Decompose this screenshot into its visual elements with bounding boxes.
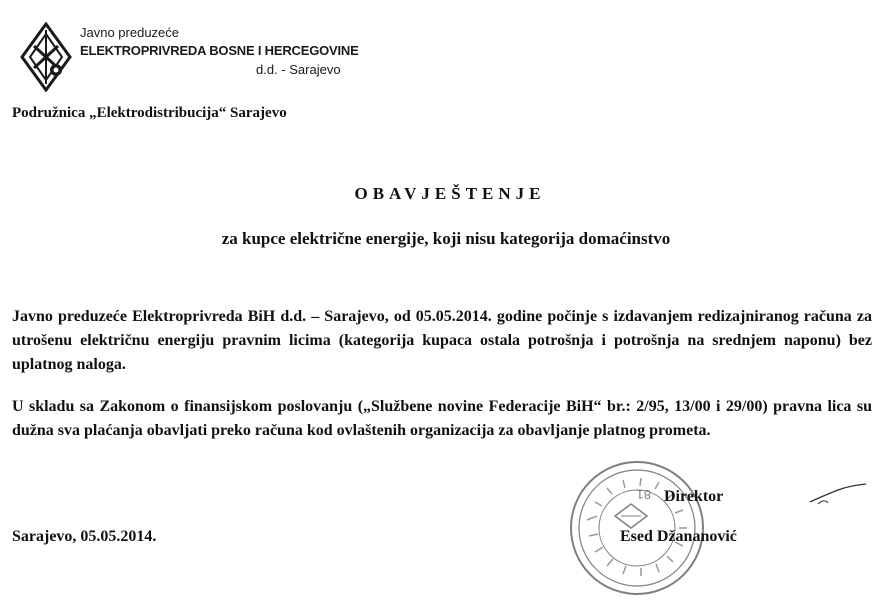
director-name: Esed Džananović — [620, 528, 737, 545]
company-logo-icon — [20, 22, 72, 92]
company-name — [80, 25, 359, 79]
notice-paragraph-2: U skladu sa Zakonom o finansijskom poslovanju („Službene novine Federacije BiH“ br.: 2/95, 13/00 i 29/00) pravna lica su dužna sva plaćanja obavljati preko računa kod ovlaštenih organizacija za obavljanje platnog prometa. — [12, 398, 872, 439]
stamp-number: 81 — [636, 487, 651, 502]
company-name-line2: ELEKTROPRIVREDA BOSNE I HERCEGOVINE — [80, 43, 359, 58]
company-name-line3: d.d. - Sarajevo — [256, 62, 341, 77]
notice-paragraph-1: Javno preduzeće Elektroprivreda BiH d.d. – Sarajevo, od 05.05.2014. godine počinje s izdavanjem redizajniranog računa za utrošenu električnu energiju pravnim licima (kategorija kupaca ostala potrošnja i potrošnja na srednjem naponu) bez uplatnog naloga. — [12, 308, 872, 373]
notice-subtitle: za kupce električne energije, koji nisu kategorija domaćinstvo — [221, 229, 671, 248]
notice-title: OBAVJEŠTENJE — [354, 184, 546, 203]
director-role: Direktor — [664, 488, 724, 505]
place-date: Sarajevo, 05.05.2014. — [12, 528, 157, 545]
branch-name: Podružnica „Elektrodistribucija“ Sarajevo — [12, 105, 287, 121]
signature-icon — [808, 480, 868, 510]
company-name-line1: Javno preduzeće — [80, 25, 180, 40]
